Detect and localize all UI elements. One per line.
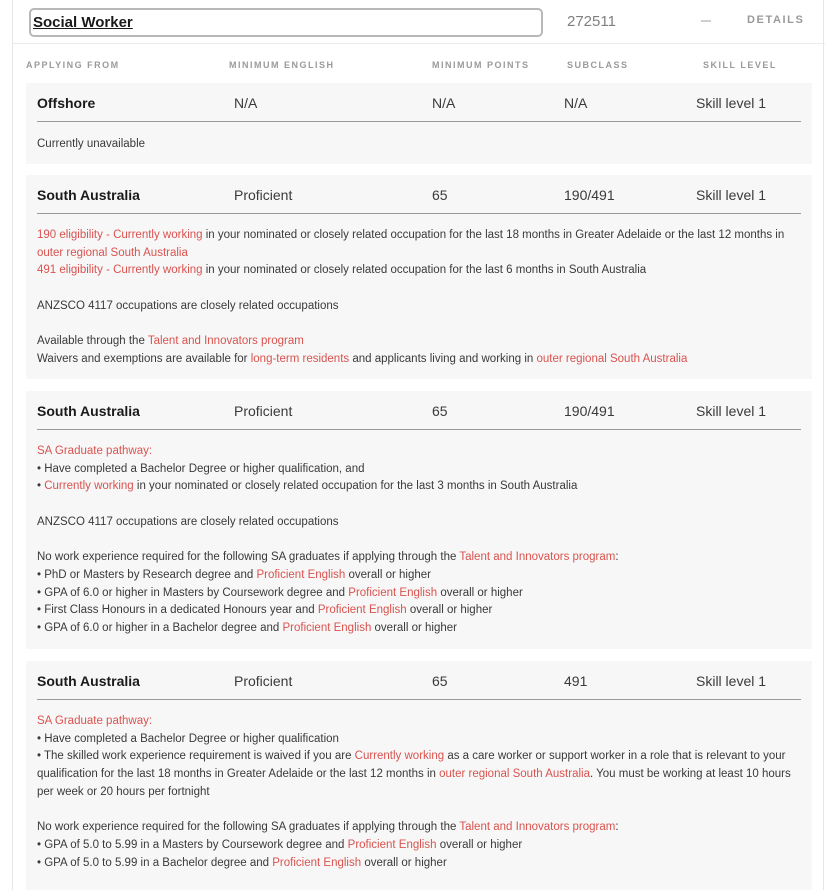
outer-regional-link[interactable]: outer regional South Australia <box>439 768 590 781</box>
graduate-option: • First Class Honours in a dedicated Honours year and Proficient English overall or higher <box>37 604 493 617</box>
no-work-experience-note: No work experience required for the following SA graduates if applying through the Talent and Innovators program: <box>37 821 619 834</box>
row-divider <box>37 429 801 430</box>
collapse-dash-icon <box>701 20 711 22</box>
pathway-card-sa-190-491 <box>26 175 812 379</box>
subclass-value: 491 <box>564 673 588 689</box>
currently-working-link[interactable]: Currently working <box>354 750 445 763</box>
col-minimum-english: MINIMUM ENGLISH <box>229 60 335 70</box>
graduate-option: • GPA of 6.0 or higher in a Bachelor degree and Proficient English overall or higher <box>37 622 457 634</box>
outer-regional-link[interactable]: outer regional South Australia <box>536 352 688 365</box>
currently-working-link[interactable]: Currently working <box>44 480 134 493</box>
col-minimum-points: MINIMUM POINTS <box>432 60 530 70</box>
applying-from-value: South Australia <box>37 187 140 203</box>
skill-level-value: Skill level 1 <box>696 95 767 111</box>
pathway-card-offshore <box>26 83 812 164</box>
proficient-english-link[interactable]: Proficient English <box>282 622 372 634</box>
requirement-item: • Have completed a Bachelor Degree or higher qualification, and <box>37 462 365 475</box>
subclass-value: N/A <box>564 95 588 111</box>
minimum-points-value: 65 <box>432 187 448 203</box>
proficient-english-link[interactable]: Proficient English <box>317 604 407 617</box>
sa-graduate-pathway-link[interactable]: SA Graduate pathway: <box>37 715 153 727</box>
pathway-row <box>26 83 812 123</box>
minimum-points-value: 65 <box>432 403 448 419</box>
pathway-row <box>26 175 812 215</box>
minimum-points-value: N/A <box>432 95 456 111</box>
details-button[interactable]: DETAILS <box>747 14 805 26</box>
eligibility-491-note: 491 eligibility - Currently working in your nominated or closely related occupation for the last 6 months in South Australia <box>37 264 647 277</box>
applying-from-value: South Australia <box>37 673 140 689</box>
requirement-item: • The skilled work experience requirement is waived if you are Currently working as a care worker or support worker in a role that is relevant to your qualification for the last 18 months in Greater Adelaide or the last 12 months in outer regional South Australia. You must be working at least 10 hours per week or 20 hours per fortnight <box>37 750 791 798</box>
proficient-english-link[interactable]: Proficient English <box>347 838 437 851</box>
requirement-item: • Currently working in your nominated or closely related occupation for the last 3 months in South Australia <box>37 480 578 493</box>
minimum-points-value: 65 <box>432 673 448 689</box>
col-skill-level: SKILL LEVEL <box>703 60 777 70</box>
talent-innovators-link[interactable]: Talent and Innovators program <box>459 821 616 834</box>
waiver-note: Waivers and exemptions are available for long-term residents and applicants living and working in outer regional South Australia <box>37 352 688 365</box>
skill-level-value: Skill level 1 <box>696 673 767 689</box>
proficient-english-link[interactable]: Proficient English <box>256 568 346 581</box>
graduate-option: • GPA of 5.0 to 5.99 in a Bachelor degree and Proficient English overall or higher <box>37 856 447 869</box>
minimum-english-value: Proficient <box>234 403 293 419</box>
col-applying-from: APPLYING FROM <box>26 60 120 70</box>
graduate-option: • PhD or Masters by Research degree and Proficient English overall or higher <box>37 568 431 581</box>
pathway-notes <box>37 443 805 638</box>
availability-note: Currently unavailable <box>37 138 146 150</box>
availability-note: Available through the Talent and Innovators program <box>37 335 304 348</box>
pathway-notes <box>37 227 805 369</box>
sa-graduate-pathway-link[interactable]: SA Graduate pathway: <box>37 445 153 457</box>
eligibility-190-link[interactable]: 190 eligibility - Currently working <box>37 229 203 241</box>
anzsco-note: ANZSCO 4117 occupations are closely related occupations <box>37 515 339 528</box>
pathway-row <box>26 391 812 431</box>
occupation-header <box>13 0 825 44</box>
graduate-option: • GPA of 6.0 or higher in Masters by Coursework degree and Proficient English overall or higher <box>37 586 523 599</box>
talent-innovators-link[interactable]: Talent and Innovators program <box>459 551 616 564</box>
applying-from-value: Offshore <box>37 95 96 111</box>
minimum-english-value: N/A <box>234 95 258 111</box>
subclass-value: 190/491 <box>564 403 615 419</box>
eligibility-190-note: 190 eligibility - Currently working in your nominated or closely related occupation for the last 18 months in Greater Adelaide or the last 12 months in outer regional South Australia <box>37 229 785 259</box>
row-divider <box>37 213 801 214</box>
skill-level-value: Skill level 1 <box>696 403 767 419</box>
long-term-residents-link[interactable]: long-term residents <box>250 352 350 365</box>
anzsco-code: 272511 <box>567 13 616 30</box>
pathway-row <box>26 661 812 701</box>
row-divider <box>37 121 801 122</box>
pathway-card-sa-graduate-190-491 <box>26 391 812 649</box>
pathway-card-sa-graduate-491 <box>26 661 812 890</box>
graduate-option: • GPA of 5.0 to 5.99 in a Masters by Coursework degree and Proficient English overall or higher <box>37 838 523 851</box>
subclass-value: 190/491 <box>564 187 615 203</box>
proficient-english-link[interactable]: Proficient English <box>272 856 362 869</box>
eligibility-491-link[interactable]: 491 eligibility - Currently working <box>37 264 203 277</box>
row-divider <box>37 699 801 700</box>
minimum-english-value: Proficient <box>234 673 293 689</box>
col-subclass: SUBCLASS <box>567 60 629 70</box>
occupation-title-field[interactable]: Social Worker <box>29 8 543 37</box>
skill-level-value: Skill level 1 <box>696 187 767 203</box>
proficient-english-link[interactable]: Proficient English <box>348 586 438 599</box>
no-work-experience-note: No work experience required for the following SA graduates if applying through the Talent and Innovators program: <box>37 551 619 564</box>
pathway-notes <box>37 136 805 154</box>
talent-innovators-link[interactable]: Talent and Innovators program <box>147 335 304 348</box>
applying-from-value: South Australia <box>37 403 140 419</box>
pathway-notes <box>37 713 805 872</box>
minimum-english-value: Proficient <box>234 187 293 203</box>
occupation-panel <box>12 0 824 890</box>
requirement-item: • Have completed a Bachelor Degree or higher qualification <box>37 732 339 745</box>
outer-regional-link[interactable]: outer regional South Australia <box>37 246 188 259</box>
anzsco-note: ANZSCO 4117 occupations are closely related occupations <box>37 299 339 312</box>
